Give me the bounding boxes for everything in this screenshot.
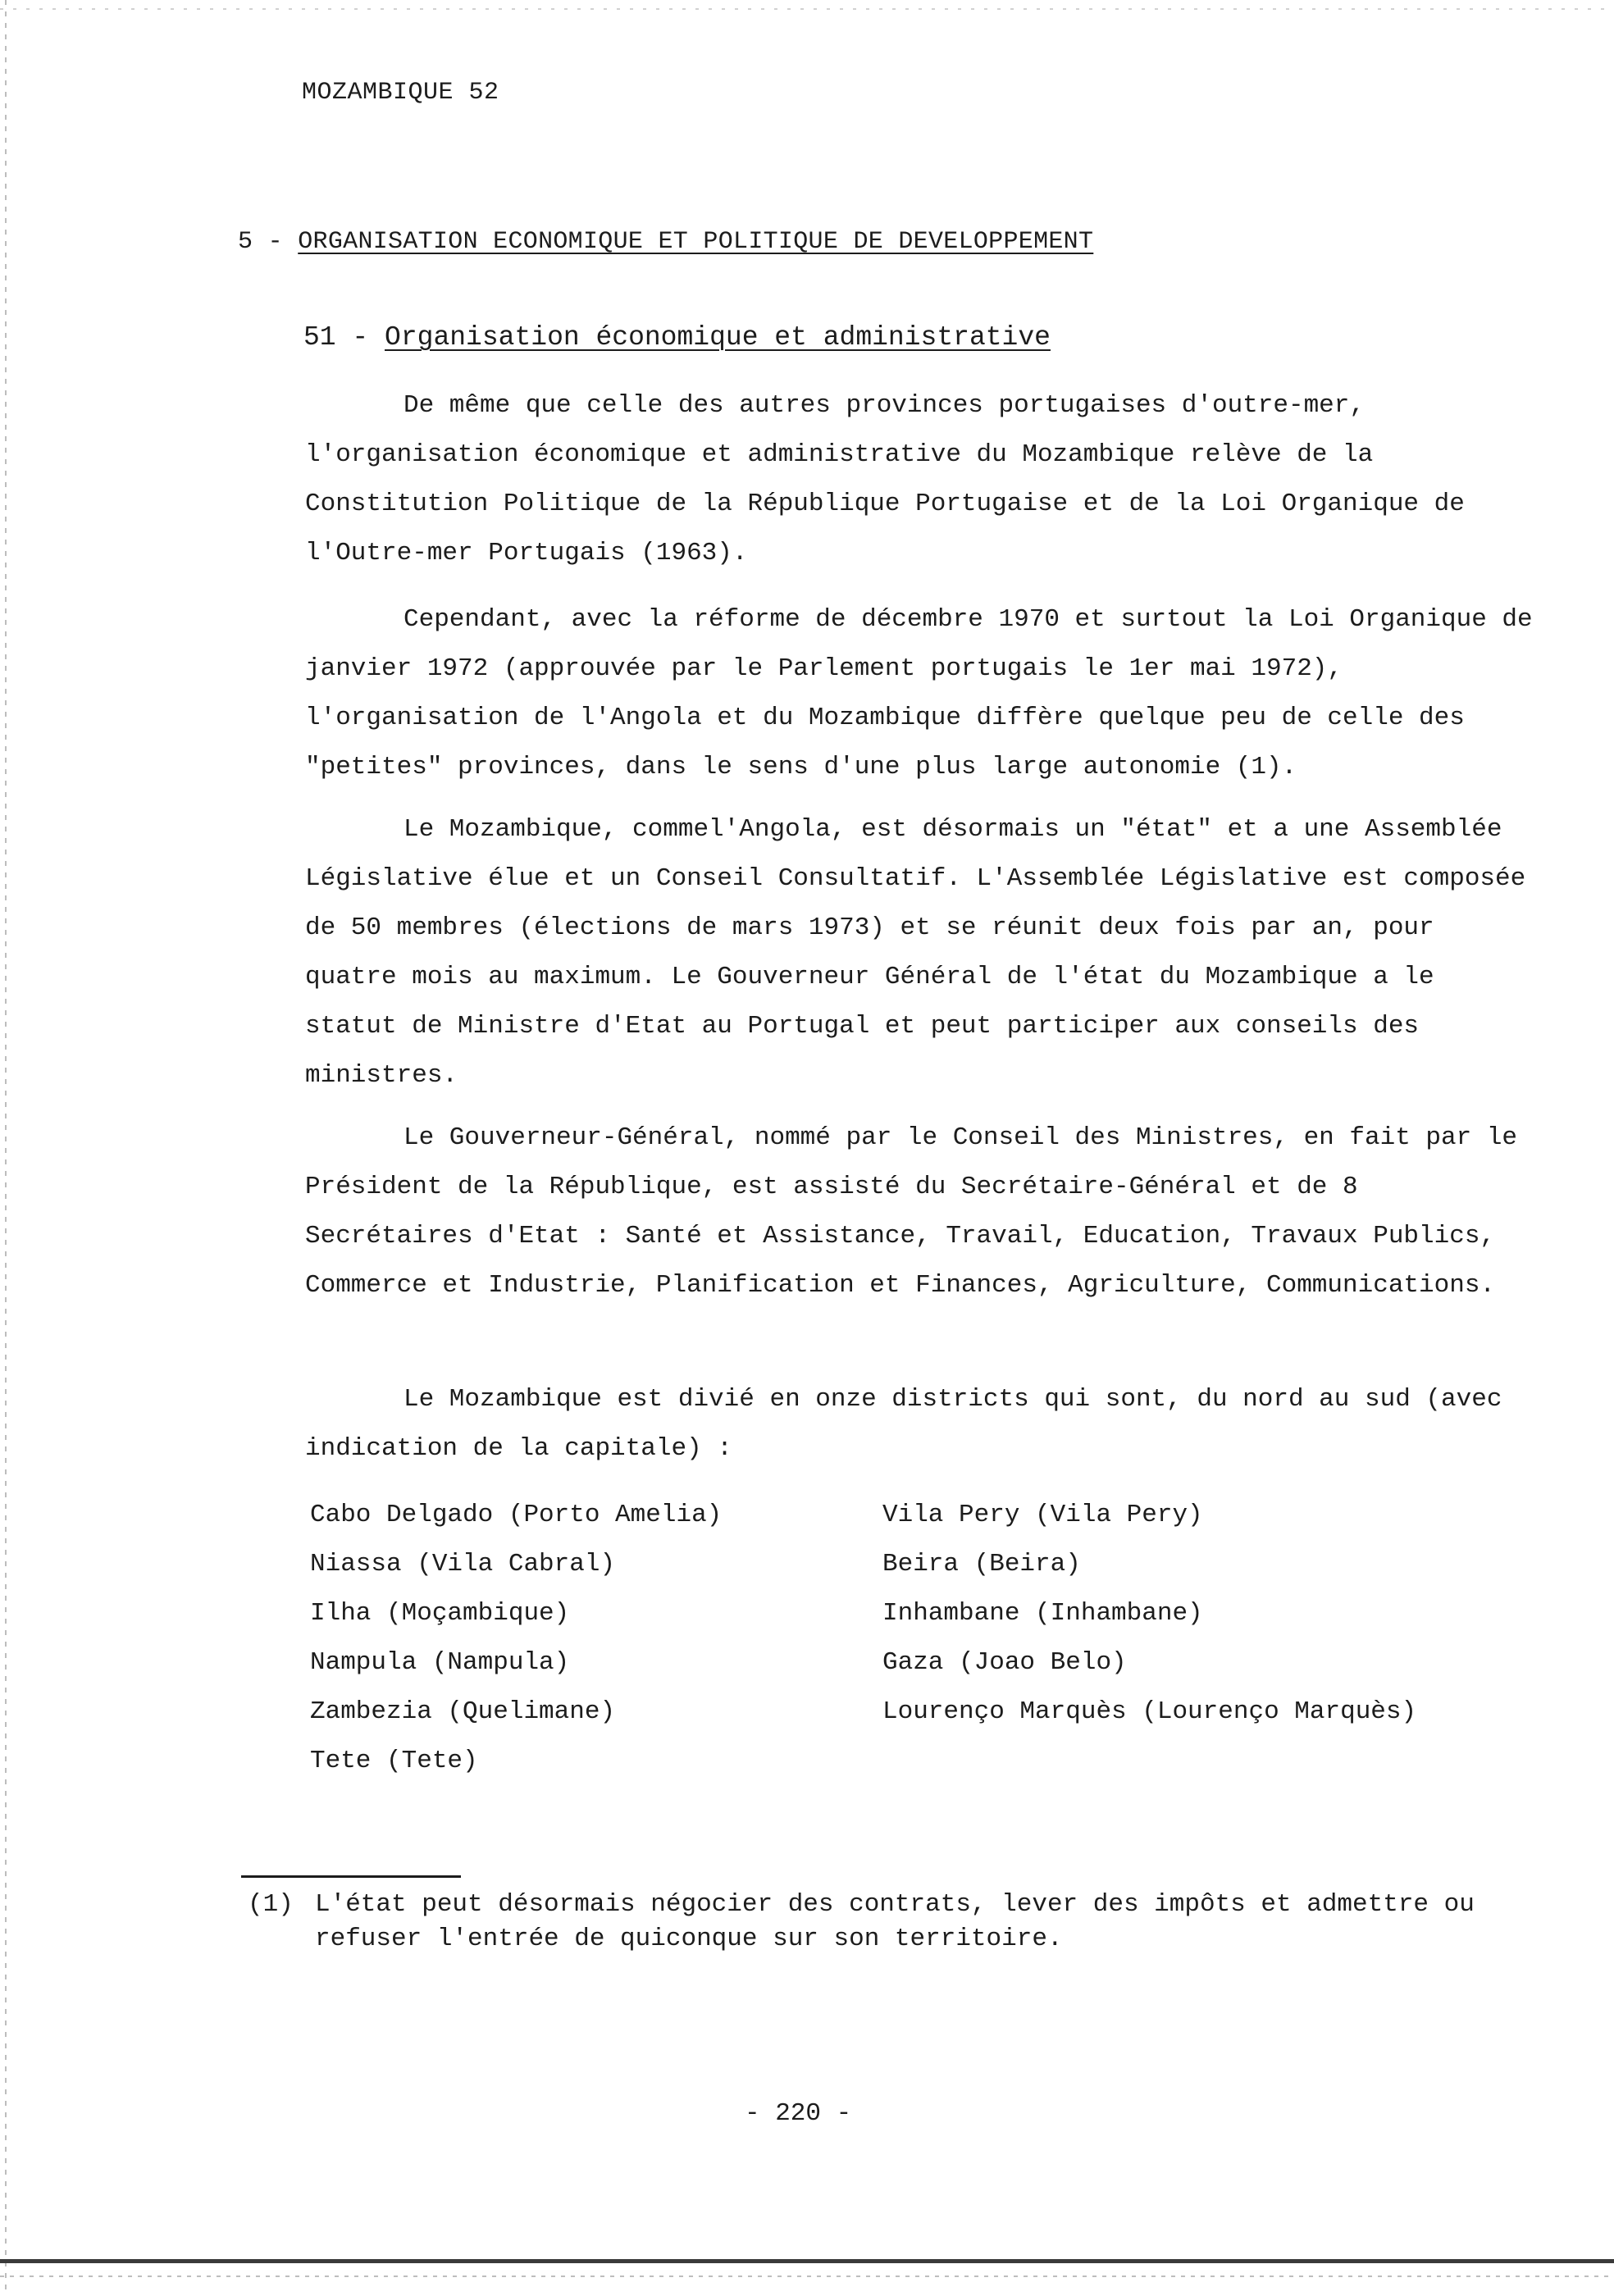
district-item: Niassa (Vila Cabral) <box>310 1550 616 1578</box>
district-column-left <box>310 1491 722 1786</box>
scan-edge-top <box>0 8 1614 10</box>
scan-edge-bottom-dotted <box>0 2276 1614 2277</box>
scan-edge-left <box>5 0 7 2296</box>
footnote-separator <box>241 1875 461 1878</box>
subsection-title: Organisation économique et administrative <box>385 322 1051 353</box>
district-item: Zambezia (Quelimane) <box>310 1697 616 1726</box>
section-number: 5 - <box>238 228 283 256</box>
district-item: Tete (Tete) <box>310 1747 478 1775</box>
subsection-heading <box>303 322 1051 353</box>
district-item: Vila Pery (Vila Pery) <box>882 1501 1203 1529</box>
page-number: - 220 - <box>745 2099 852 2128</box>
paragraph-2: Cependant, avec la réforme de décembre 1970 et surtout la Loi Organique de janvier 1972 (approuvée par le Parlement portugais le 1er mai 1972), l'organisation de l'Angola et du Mozambique diffère quelque peu de celle des "petites" provinces, dans le sens d'une plus large autonomie (1). <box>305 605 1533 781</box>
scan-edge-bottom <box>0 2259 1614 2263</box>
district-item: Cabo Delgado (Porto Amelia) <box>310 1501 723 1529</box>
footnote-marker: (1) <box>248 1890 294 1919</box>
section-title: ORGANISATION ECONOMIQUE ET POLITIQUE DE DEVELOPPEMENT <box>298 228 1094 256</box>
paragraph-4: Le Gouverneur-Général, nommé par le Conseil des Ministres, en fait par le Président de la République, est assisté du Secrétaire-Général et de 8 Secrétaires d'Etat : Santé et Assistance, Travail, Education, Travaux Publics, Commerce et Industrie, Planification et Finances, Agriculture, Communications. <box>305 1123 1518 1300</box>
running-head: MOZAMBIQUE 52 <box>302 79 499 107</box>
district-item: Beira (Beira) <box>882 1550 1081 1578</box>
paragraph-3: Le Mozambique, commel'Angola, est désormais un "état" et a une Assemblée Législative élue et un Conseil Consultatif. L'Assemblée Législative est composée de 50 membres (élections de mars 1973) et se réunit deux fois par an, pour quatre mois au maximum. Le Gouverneur Général de l'état du Mozambique a le statut de Ministre d'Etat au Portugal et peut participer aux conseils des ministres. <box>305 815 1526 1090</box>
district-item: Ilha (Moçambique) <box>310 1599 570 1628</box>
district-item: Inhambane (Inhambane) <box>882 1599 1203 1628</box>
paragraph-5: Le Mozambique est divié en onze districts qui sont, du nord au sud (avec indication de la capitale) : <box>305 1385 1502 1463</box>
district-item: Gaza (Joao Belo) <box>882 1648 1127 1677</box>
subsection-number: 51 - <box>303 322 369 353</box>
paragraph-1: De même que celle des autres provinces portugaises d'outre-mer, l'organisation économique et administrative du Mozambique relève de la Constitution Politique de la République Portugaise et de la Loi Organique de l'Outre-mer Portugais (1963). <box>305 391 1465 567</box>
district-item: Nampula (Nampula) <box>310 1648 570 1677</box>
district-item: Lourenço Marquès (Lourenço Marquès) <box>882 1697 1417 1726</box>
footnote-text: L'état peut désormais négocier des contrats, lever des impôts et admettre ou refuser l'entrée de quiconque sur son territoire. <box>315 1890 1475 1953</box>
district-column-right <box>882 1491 1416 1737</box>
section-heading <box>238 228 1093 256</box>
